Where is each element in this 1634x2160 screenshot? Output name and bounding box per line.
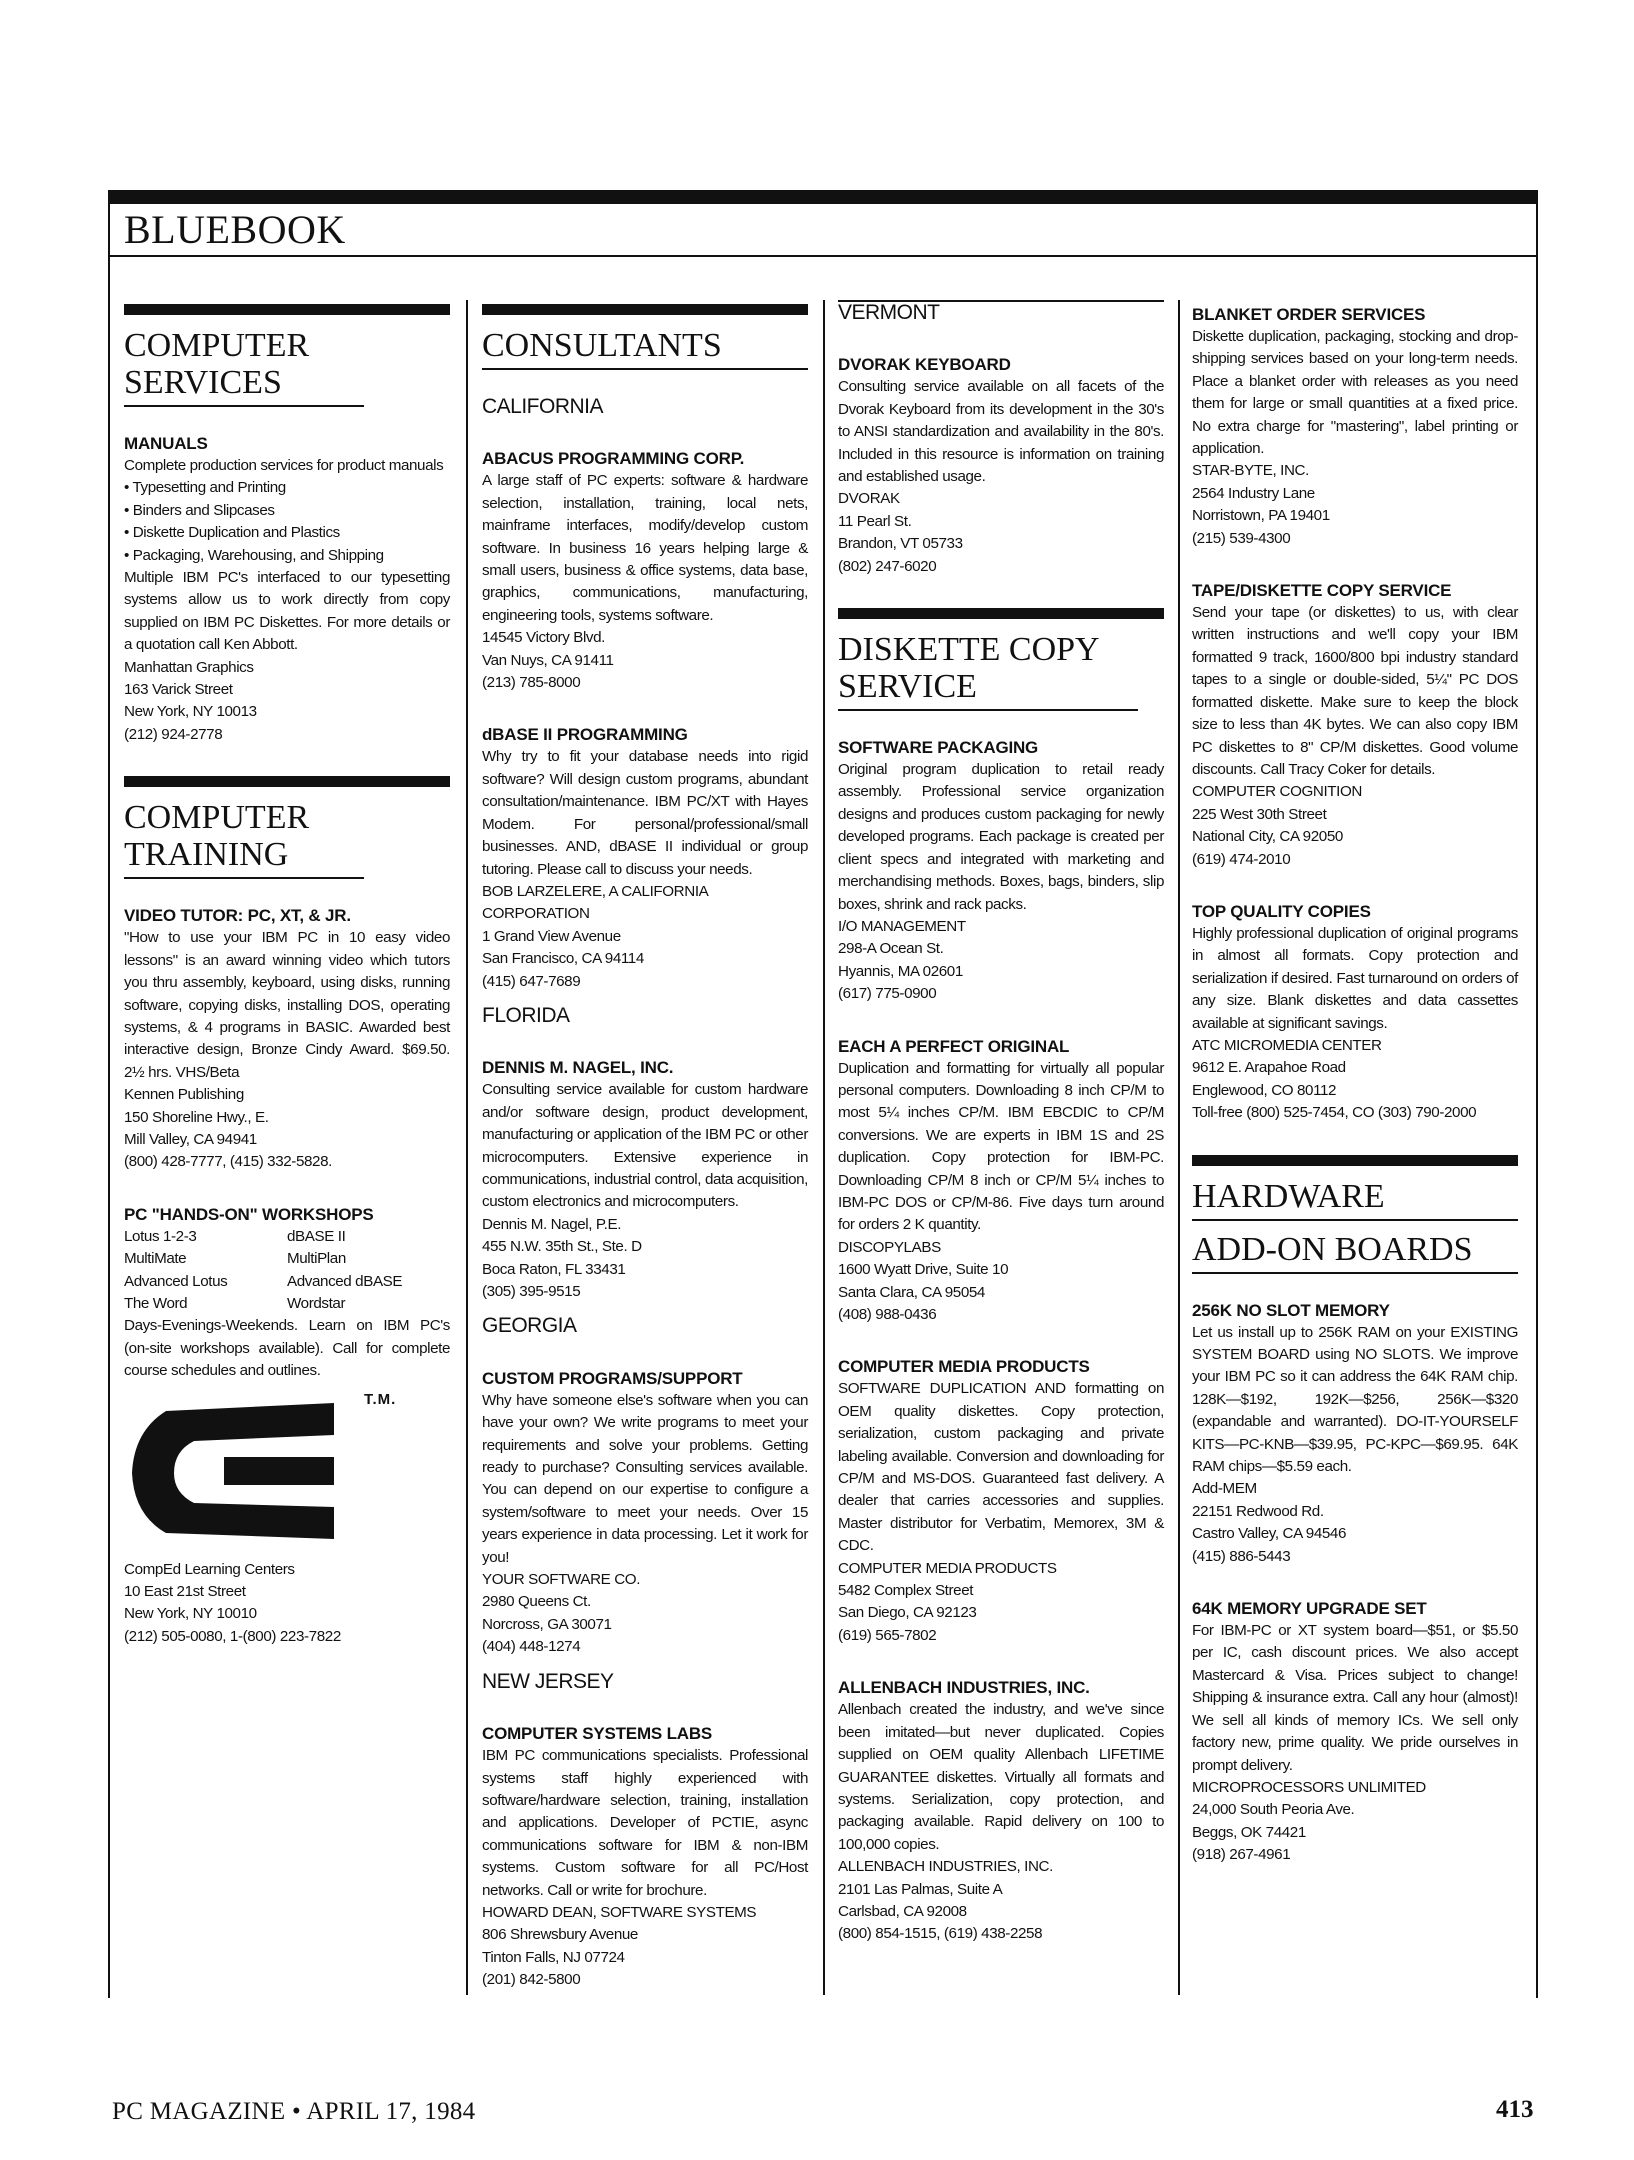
state-heading: GEORGIA (482, 1314, 577, 1338)
list-item: • Binders and Slipcases (124, 501, 275, 519)
list-item: Advanced dBASE (287, 1272, 403, 1290)
contact-line: 9612 E. Arapahoe Road (1192, 1059, 1346, 1077)
listing-heading: BLANKET ORDER SERVICES (1192, 305, 1426, 324)
contact-line: 10 East 21st Street (124, 1583, 246, 1600)
listing-body: "How to use your IBM PC in 10 easy video lessons" is an award winning video which tutors you thru assembly, keyboard, using disks, running software, copying disks, installing DOS, operating systems, & 4 programs in BASIC. Awarded best interactive design, Bronze Cindy Award. $69.50. 2½ hrs. VHS/Beta (124, 929, 450, 1081)
contact-line: (800) 854-1515, (619) 438-2258 (838, 1925, 1043, 1943)
listing-body: Diskette duplication, packaging, stocking and drop-shipping services based on your long-term needs. Place a blanket order with releases as you need them for large or small quantities at a fixed price. No extra charge for "mastering", label printing or application. (1192, 328, 1518, 458)
contact-line: (619) 474-2010 (1192, 850, 1291, 868)
state-heading: NEW JERSEY (482, 1669, 614, 1693)
listing-body: SOFTWARE DUPLICATION AND formatting on OEM quality diskettes. Copy protection, serialization, custom packaging and private labeling available. Conversion and downloading for CP/M and MS-DOS. Guaranteed fast delivery. A dealer that carries accessories and supplies. Master distributor for Verbatim, Memorex, 3M & CDC. (838, 1380, 1164, 1555)
listing-dbase (482, 724, 808, 992)
contact-line: 2101 Las Palmas, Suite A (838, 1880, 1003, 1898)
column-1 (124, 304, 450, 1678)
contact-line: 5482 Complex Street (838, 1582, 974, 1600)
section-title: BLUEBOOK (124, 207, 346, 252)
listing-body: IBM PC communications specialists. Professional systems staff highly experienced with software/hardware selection, training, installation and applications. Developer of PCTIE, async communications software for IBM & non-IBM systems. Custom software for all PC/Host networks. Call or write for brochure. (482, 1747, 808, 1899)
listing-body: Highly professional duplication of original programs in almost all formats. Copy protection and serialization if desired. Fast turnaround on orders of any size. Blank diskettes and data cassettes available at significant savings. (1192, 924, 1518, 1032)
listing-software-packaging (838, 737, 1164, 1005)
list-item: • Typesetting and Printing (124, 479, 286, 497)
listing-contact (482, 1214, 808, 1304)
contact-line: 2980 Queens Ct. (482, 1593, 591, 1611)
contact-line: MICROPROCESSORS UNLIMITED (1192, 1778, 1426, 1796)
contact-line: New York, NY 10013 (124, 703, 257, 721)
contact-line: Van Nuys, CA 91411 (482, 651, 614, 669)
listing-allenbach (838, 1677, 1164, 1945)
contact-line: (212) 505-0080, 1-(800) 223-7822 (124, 1627, 341, 1645)
listing-contact (482, 627, 808, 694)
listing-memory-upgrade (1192, 1598, 1518, 1866)
contact-line: Beggs, OK 74421 (1192, 1823, 1306, 1841)
contact-line: (408) 988-0436 (838, 1306, 937, 1323)
listing-heading: COMPUTER MEDIA PRODUCTS (838, 1357, 1090, 1377)
category-title: CONSULTANTS (482, 327, 808, 370)
list-item: • Diskette Duplication and Plastics (124, 524, 340, 542)
contact-line: ATC MICROMEDIA CENTER (1192, 1036, 1382, 1054)
listing-body: Why have someone else's software when you can have your own? We write programs to meet your requirements and solve your problems. Getting ready to purchase? Consulting services available. You can depend on our expertise to configure a system/software to meet your needs. Over 15 years experience in data processing. Let it work for you! (482, 1391, 808, 1566)
contact-line: 22151 Redwood Rd. (1192, 1502, 1324, 1520)
listing-body: A large staff of PC experts: software & hardware selection, installation, training, local nets, mainframe interfaces, modify/develop custom software. In business 16 years helping large & small users, business & office systems, data base, graphics, communications, manufacturing, engineering tools, systems software. (482, 472, 808, 624)
column-4 (1192, 304, 1518, 1897)
contact-line: 14545 Victory Blvd. (482, 629, 605, 647)
listing-heading: ALLENBACH INDUSTRIES, INC. (838, 1678, 1090, 1698)
category-rule (482, 304, 808, 315)
listing-contact (1192, 1035, 1518, 1125)
contact-line: Carlsbad, CA 92008 (838, 1902, 967, 1920)
state-heading: VERMONT (838, 300, 1164, 324)
contact-line: Brandon, VT 05733 (838, 535, 963, 553)
category-title: HARDWARE (1192, 1178, 1518, 1221)
contact-line: 11 Pearl St. (838, 512, 912, 530)
listing-body: Why try to fit your database needs into rigid software? Will design custom programs, abundant consultation/maintenance. IBM PC/XT with Hayes Modem. For personal/professional/small businesses. AND, dBASE II individual or group tutoring. Please call to discuss your needs. (482, 748, 808, 878)
listing-dvorak (838, 354, 1164, 578)
contact-line: 2564 Industry Lane (1192, 484, 1315, 502)
listing-abacus (482, 448, 808, 694)
contact-line: COMPUTER MEDIA PRODUCTS (838, 1559, 1057, 1577)
state-heading: FLORIDA (482, 1003, 570, 1027)
listing-nagel (482, 1057, 808, 1303)
listing-heading: 64K MEMORY UPGRADE SET (1192, 1599, 1427, 1619)
listing-heading: ABACUS PROGRAMMING CORP. (482, 449, 745, 469)
contact-line: 1600 Wyatt Drive, Suite 10 (838, 1261, 1009, 1279)
contact-line: DVORAK (838, 490, 900, 508)
listing-no-slot-memory (1192, 1300, 1518, 1568)
contact-line: (305) 395-9515 (482, 1283, 581, 1300)
listing-body: Send your tape (or diskettes) to us, with clear written instructions and we'll copy your IBM formatted 9 track, 1600/800 bpi industry standard tapes to a single or double-sided, 5¼" PC DOS formatted diskette. Make sure to keep the block size to less than 4K bytes. We can also copy IBM PC diskettes to 8" CP/M diskettes. Good volume discounts. Call Tracy Coker for details. (1192, 604, 1518, 778)
category-rule (838, 608, 1164, 619)
contact-line: Englewood, CO 80112 (1192, 1081, 1337, 1099)
contact-line: CompEd Learning Centers (124, 1560, 295, 1578)
listing-heading: 256K NO SLOT MEMORY (1192, 1300, 1390, 1320)
listing-body: For IBM-PC or XT system board—$51, or $5.50 per IC, cash discount prices. We also accept Mastercard & Visa. Prices subject to change! Shipping & insurance extra. Call any hour (almost)! We sell all kinds of memory ICs. We sell only factory new, prime quality. We pride ourselves in prompt delivery. (1192, 1622, 1518, 1774)
listing-body: Consulting service available on all facets of the Dvorak Keyboard from its development in the 30's to ANSI standardization and availability in the 80's. Included in this resource is information on training and established usage. (838, 378, 1164, 486)
listing-heading: COMPUTER SYSTEMS LABS (482, 1724, 713, 1744)
listing-custom-programs (482, 1368, 808, 1659)
list-item: MultiMate (124, 1250, 187, 1268)
comped-logo-icon (124, 1389, 364, 1547)
listing-contact (482, 881, 808, 993)
contact-line: HOWARD DEAN, SOFTWARE SYSTEMS (482, 1903, 757, 1921)
listing-body: Consulting service available for custom hardware and/or software design, product development, manufacturing or application of the IBM PC or other microcomputers. Extensive experience in communications, industrial control, data acquisition, custom electronics and microcomputers. (482, 1081, 808, 1211)
contact-line: ALLENBACH INDUSTRIES, INC. (838, 1858, 1053, 1876)
page-number: 413 (1496, 2096, 1534, 2123)
contact-line: COMPUTER COGNITION (1192, 783, 1362, 801)
contact-line: (213) 785-8000 (482, 674, 581, 692)
listing-systems-labs (482, 1723, 808, 1991)
column-divider (1178, 300, 1180, 1995)
category-title: DISKETTE COPY SERVICE (838, 631, 1138, 711)
contact-line: (404) 448-1274 (482, 1638, 581, 1656)
contact-line: (415) 647-7689 (482, 972, 581, 990)
contact-line: Add-MEM (1192, 1480, 1257, 1498)
category-title: COMPUTER TRAINING (124, 799, 364, 879)
listing-heading: VIDEO TUTOR: PC, XT, & JR. (124, 906, 351, 926)
list-item: MultiPlan (287, 1250, 346, 1268)
contact-line: 806 Shrewsbury Avenue (482, 1926, 638, 1944)
listing-body: Multiple IBM PC's interfaced to our typesetting systems allow us to work directly from copy supplied on IBM PC Diskettes. For more details or a quotation call Ken Abbott. (124, 569, 450, 654)
column-3 (838, 301, 1164, 1976)
contact-line: 163 Varick Street (124, 681, 233, 699)
listing-body: Let us install up to 256K RAM on your EXISTING SYSTEM BOARD using NO SLOTS. We improve your IBM PC so it can address the 64K RAM chip. 128K—$192, 192K—$256, 256K—$320 (expandable and warranted). DO-IT-YOURSELF KITS—PC-KNB—$39.95, PC-KPC—$69.95. 64K RAM chips—$5.59 each. (1192, 1323, 1518, 1476)
listing-contact (1192, 1478, 1518, 1568)
listing-contact (838, 488, 1164, 578)
contact-line: Kennen Publishing (124, 1086, 244, 1104)
category-subtitle: ADD-ON BOARDS (1192, 1231, 1518, 1274)
listing-heading: dBASE II PROGRAMMING (482, 725, 688, 745)
listing-heading: DENNIS M. NAGEL, INC. (482, 1058, 674, 1078)
listing-heading: DVORAK KEYBOARD (838, 355, 1011, 375)
column-divider (823, 300, 825, 1995)
listing-contact (1192, 1777, 1518, 1867)
list-item: Lotus 1-2-3 (124, 1227, 197, 1245)
listing-heading: PC "HANDS-ON" WORKSHOPS (124, 1204, 374, 1224)
listing-workshops (124, 1204, 450, 1648)
comped-logo (124, 1389, 450, 1547)
list-item: • Packaging, Warehousing, and Shipping (124, 546, 384, 564)
contact-line: (619) 565-7802 (838, 1626, 937, 1644)
contact-line: Mill Valley, CA 94941 (124, 1130, 257, 1148)
listing-heading: TAPE/DISKETTE COPY SERVICE (1192, 581, 1452, 601)
listing-body: Days-Evenings-Weekends. Learn on IBM PC's (on-site workshops available). Call for complete course schedules and outlines. (124, 1317, 450, 1380)
listing-contact (124, 657, 450, 747)
contact-line: National City, CA 92050 (1192, 828, 1343, 846)
listing-heading: TOP QUALITY COPIES (1192, 901, 1371, 921)
listing-manuals (124, 433, 450, 746)
contact-line: 1 Grand View Avenue (482, 927, 621, 945)
category-rule (124, 776, 450, 787)
contact-line: 225 West 30th Street (1192, 805, 1327, 823)
column-divider (466, 300, 468, 1995)
contact-line: Boca Raton, FL 33431 (482, 1260, 626, 1278)
listing-body: Complete production services for product manuals (124, 457, 444, 474)
contact-line: (918) 267-4961 (1192, 1846, 1291, 1864)
listing-heading: SOFTWARE PACKAGING (838, 738, 1039, 758)
contact-line: Norristown, PA 19401 (1192, 507, 1330, 525)
contact-line: San Francisco, CA 94114 (482, 950, 644, 968)
contact-line: YOUR SOFTWARE CO. (482, 1571, 641, 1589)
contact-line: (212) 924-2778 (124, 725, 223, 743)
state-heading: CALIFORNIA (482, 395, 604, 418)
contact-line: I/O MANAGEMENT (838, 917, 966, 935)
contact-line: (800) 428-7777, (415) 332-5828. (124, 1153, 332, 1171)
contact-line: Norcross, GA 30071 (482, 1615, 612, 1633)
listing-heading: EACH A PERFECT ORIGINAL (838, 1036, 1070, 1056)
listing-blanket-order (1192, 304, 1518, 550)
contact-line: 150 Shoreline Hwy., E. (124, 1108, 269, 1126)
listing-body: Duplication and formatting for virtually all popular personal computers. Downloading 8 inch CP/M to most 5¼ inches CP/M. IBM EBCDIC to CP/M conversions. We are experts in IBM 1S and 2S duplication. Copy protection for IBM-PC. Downloading CP/M 8 inch or CP/M 5¼ inches to IBM-PC DOS or CP/M-86. Five days turn around for orders 2 K quantity. (838, 1059, 1164, 1234)
listing-contact (482, 1569, 808, 1659)
contact-line: Santa Clara, CA 95054 (838, 1283, 985, 1301)
listing-body: Original program duplication to retail ready assembly. Professional service organization designs and produces custom packaging for newly developed programs. Each package is created per client specs and integrated with marketing and merchandising methods. Boxes, bags, binders, slip boxes, shrink and rack packs. (838, 761, 1164, 913)
contact-line: 298-A Ocean St. (838, 940, 944, 958)
contact-line: STAR-BYTE, INC. (1192, 462, 1309, 480)
listing-contact (1192, 781, 1518, 871)
listing-contact (124, 1084, 450, 1174)
category-rule (124, 304, 450, 315)
contact-line: Toll-free (800) 525-7454, CO (303) 790-2000 (1192, 1104, 1477, 1122)
contact-line: Hyannis, MA 02601 (838, 962, 963, 980)
category-rule (1192, 1155, 1518, 1166)
category-title: COMPUTER SERVICES (124, 327, 364, 407)
course-list (124, 1226, 450, 1316)
listing-video-tutor (124, 905, 450, 1173)
contact-line: (201) 842-5800 (482, 1971, 581, 1989)
contact-line: 24,000 South Peoria Ave. (1192, 1801, 1355, 1819)
trademark-mark: T.M. (364, 1390, 397, 1408)
listing-media-products (838, 1356, 1164, 1647)
list-item: Advanced Lotus (124, 1272, 228, 1290)
contact-line: (802) 247-6020 (838, 557, 937, 575)
listing-contact (124, 1559, 450, 1649)
contact-line: 455 N.W. 35th St., Ste. D (482, 1238, 642, 1256)
listing-top-quality (1192, 901, 1518, 1125)
title-rule (108, 255, 1538, 257)
list-item: dBASE II (287, 1227, 346, 1245)
listing-heading: CUSTOM PROGRAMS/SUPPORT (482, 1368, 743, 1388)
listing-body: Allenbach created the industry, and we've since been imitated—but never duplicated. Copies supplied on OEM quality Allenbach LIFETIME GUARANTEE diskettes. Virtually all formats and systems. Serialization, copy protection, and packaging available. Rapid delivery on 100 to 100,000 copies. (838, 1701, 1164, 1853)
listing-contact (1192, 460, 1518, 550)
bullet-list (124, 477, 450, 567)
listing-contact (838, 1558, 1164, 1648)
listing-heading: MANUALS (124, 434, 208, 453)
listing-contact (838, 916, 1164, 1006)
listing-perfect-original (838, 1036, 1164, 1327)
listing-contact (838, 1237, 1164, 1327)
footer-publication: PC MAGAZINE • APRIL 17, 1984 (112, 2098, 476, 2125)
listing-tape-copy (1192, 580, 1518, 871)
contact-line: Manhattan Graphics (124, 658, 254, 676)
contact-line: (617) 775-0900 (838, 985, 937, 1003)
list-item: The Word (124, 1294, 188, 1312)
contact-line: DISCOPYLABS (838, 1238, 941, 1256)
contact-line: (215) 539-4300 (1192, 529, 1291, 547)
contact-line: Dennis M. Nagel, P.E. (482, 1215, 622, 1233)
contact-line: Castro Valley, CA 94546 (1192, 1525, 1347, 1543)
list-item: Wordstar (287, 1294, 346, 1312)
listing-contact (838, 1856, 1164, 1946)
contact-line: San Diego, CA 92123 (838, 1604, 977, 1622)
contact-line: (415) 886-5443 (1192, 1547, 1291, 1565)
column-2 (482, 304, 808, 2022)
contact-line: New York, NY 10010 (124, 1605, 257, 1623)
contact-line: BOB LARZELERE, A CALIFORNIA CORPORATION (482, 882, 708, 923)
listing-contact (482, 1902, 808, 1992)
contact-line: Tinton Falls, NJ 07724 (482, 1948, 625, 1966)
